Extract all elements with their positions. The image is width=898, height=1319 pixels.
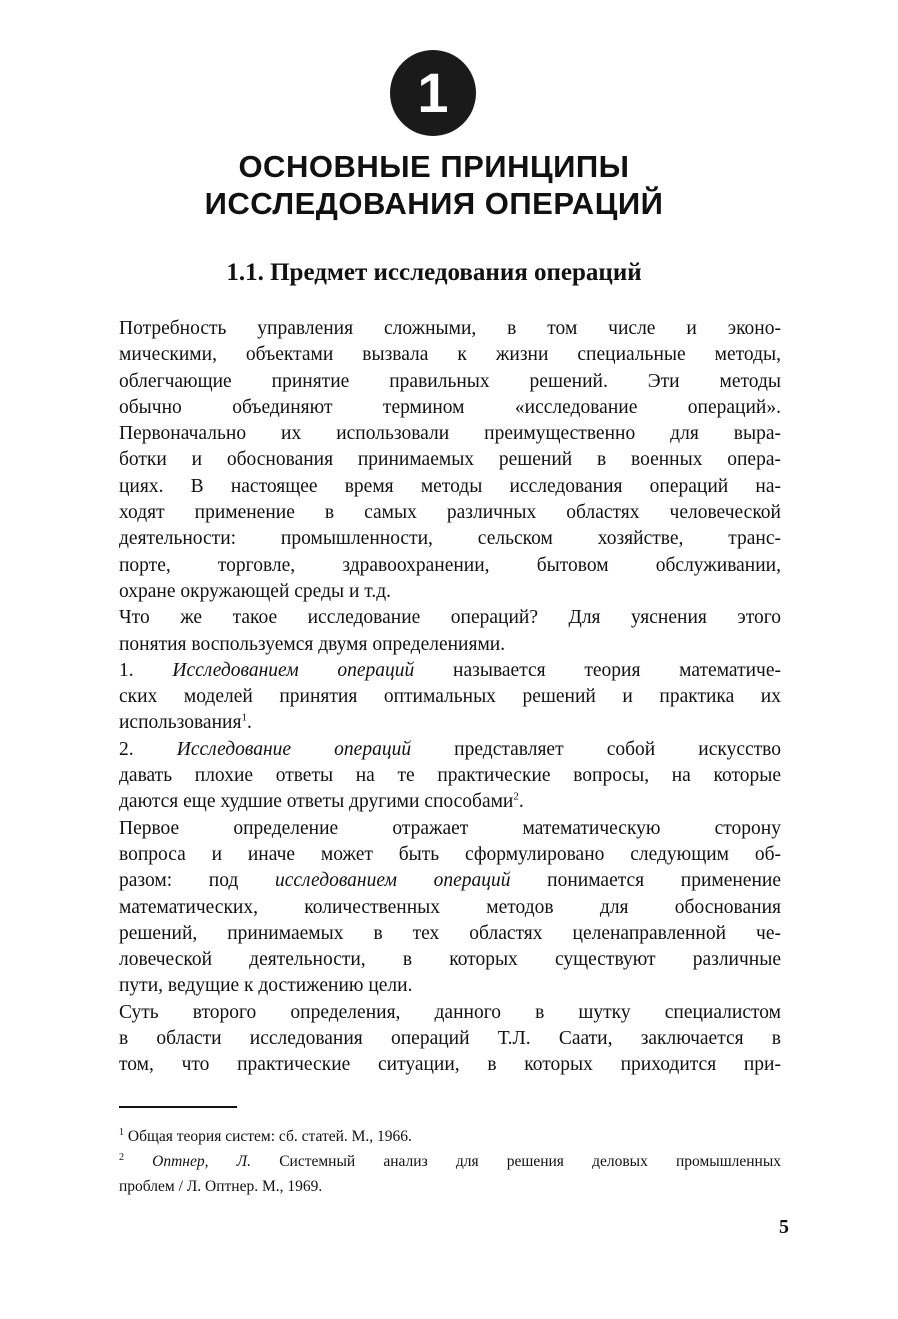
text-line — [119, 737, 781, 763]
footnote-2 — [119, 1149, 781, 1199]
chapter-title — [0, 148, 868, 222]
footnote-ref[interactable]: 1 — [241, 711, 247, 724]
text-line: вопроса и иначе может быть сформулировано следующим об- — [119, 843, 781, 865]
chapter-number: 1 — [417, 61, 449, 124]
text-line — [119, 1124, 781, 1149]
term-italic: Исследование операций — [176, 738, 412, 760]
text-segment: . — [518, 791, 524, 813]
text-line — [119, 658, 781, 684]
text-segment: понимается применение — [510, 870, 781, 892]
footnotes — [119, 1124, 781, 1199]
text-line: мическими, объектами вызвала к жизни специальные методы, — [119, 344, 781, 366]
text-line: давать плохие ответы на те практические вопросы, на которые — [119, 765, 781, 787]
text-segment: называется теория математиче- — [414, 659, 781, 681]
footnote-mark: 1 — [119, 1126, 124, 1138]
text-line: том, что практические ситуации, в которых приходится при- — [119, 1054, 781, 1076]
text-line: проблем / Л. Оптнер. М., 1969. — [119, 1178, 323, 1195]
text-line: Что же такое исследование операций? Для уяснения этого — [119, 607, 781, 629]
text-line: решений, принимаемых в тех областях целенаправленной че- — [119, 922, 781, 944]
text-line: математических, количественных методов для обоснования — [119, 896, 781, 918]
chapter-title-line-2: ИССЛЕДОВАНИЯ ОПЕРАЦИЙ — [204, 186, 664, 221]
section-heading: 1.1. Предмет исследования операций — [226, 259, 642, 286]
text-line: Первое определение отражает математическую сторону — [119, 817, 781, 839]
text-segment: использования — [119, 712, 242, 734]
text-line: пути, ведущие к достижению цели. — [119, 975, 413, 997]
footnote-mark: 2 — [119, 1151, 124, 1163]
footnote-text: Системный анализ для решения деловых промышленных — [251, 1153, 782, 1170]
text-line: в области исследования операций Т.Л. Саати, заключается в — [119, 1028, 781, 1050]
text-line: Суть второго определения, данного в шутку специалистом — [119, 1001, 781, 1023]
text-line: деятельности: промышленности, сельском хозяйстве, транс- — [119, 528, 781, 550]
text-line: порте, торговле, здравоохранении, бытовом обслуживании, — [119, 554, 781, 576]
chapter-title-line-1: ОСНОВНЫЕ ПРИНЦИПЫ — [238, 149, 630, 184]
paragraph-1 — [119, 316, 781, 605]
text-line — [119, 1149, 781, 1174]
footnote-author: Оптнер, Л. — [152, 1153, 252, 1170]
text-segment: представляет собой искусство — [411, 738, 782, 760]
chapter-number-badge — [390, 50, 476, 136]
paragraph-5 — [119, 816, 781, 1000]
list-number: 2. — [119, 738, 177, 760]
paragraph-2 — [119, 605, 781, 658]
paragraph-definition-1 — [119, 658, 781, 737]
text-line — [119, 710, 781, 736]
text-line: обычно объединяют термином «исследование операций». — [119, 396, 781, 418]
paragraph-definition-2 — [119, 737, 781, 816]
footnote-1 — [119, 1124, 781, 1149]
text-segment: . — [246, 712, 252, 734]
page-number: 5 — [779, 1216, 789, 1238]
footnote-ref[interactable]: 2 — [513, 790, 519, 803]
footnote-text: Общая теория систем: сб. статей. М., 1966. — [127, 1128, 412, 1145]
term-italic: исследованием операций — [274, 870, 511, 892]
list-number: 1. — [119, 659, 173, 681]
text-segment: даются еще худшие ответы другими способами — [119, 791, 514, 813]
text-line: ходят применение в самых различных областях человеческой — [119, 502, 781, 524]
text-line: охране окружающей среды и т.д. — [119, 580, 392, 602]
footnote-divider — [119, 1106, 237, 1108]
text-line — [119, 868, 781, 894]
text-line: Первоначально их использовали преимущественно для выра- — [119, 423, 781, 445]
text-line: ловеческой деятельности, в которых существуют различные — [119, 949, 781, 971]
text-line: ботки и обоснования принимаемых решений в военных опера- — [119, 449, 781, 471]
text-line: облегчающие принятие правильных решений. Эти методы — [119, 370, 781, 392]
text-line: понятия воспользуемся двумя определениями. — [119, 633, 506, 655]
text-line: ских моделей принятия оптимальных решений и практика их — [119, 686, 781, 708]
text-segment: разом: под — [119, 870, 275, 892]
body-text — [119, 316, 781, 1079]
text-line: Потребность управления сложными, в том числе и эконо- — [119, 318, 781, 339]
term-italic: Исследованием операций — [172, 659, 415, 681]
text-line: циях. В настоящее время методы исследования операций на- — [119, 475, 781, 497]
text-line — [119, 789, 781, 815]
paragraph-6 — [119, 1000, 781, 1079]
